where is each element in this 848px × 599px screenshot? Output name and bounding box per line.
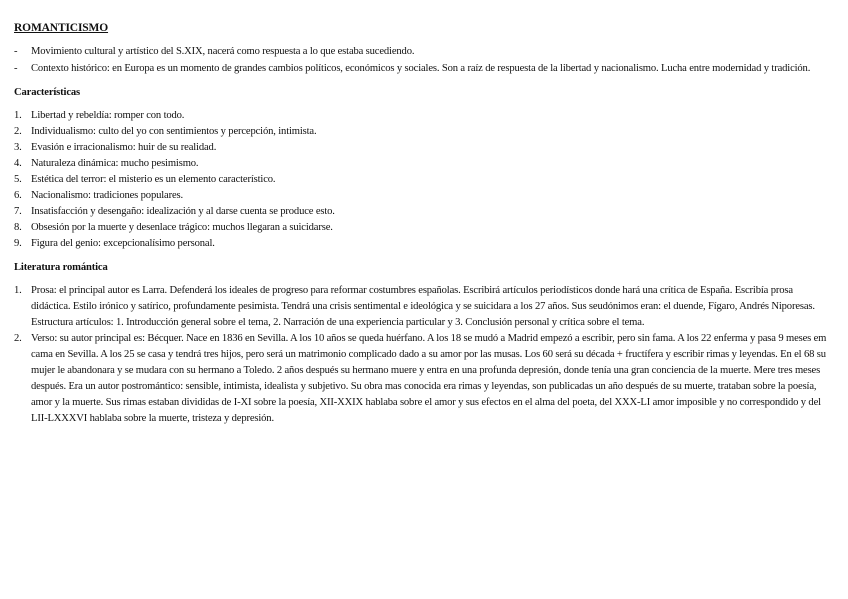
list-item-text: Evasión e irracionalismo: huir de su realidad. (31, 142, 217, 153)
list-item-text: Individualismo: culto del yo con sentimientos y percepción, intimista. (31, 126, 317, 137)
list-item-text: Figura del genio: excepcionalísimo personal. (31, 238, 215, 249)
list-marker: - (14, 46, 18, 57)
list-marker: - (14, 63, 18, 74)
list-item-text: Insatisfacción y desengaño: idealización y al darse cuenta se produce esto. (31, 206, 335, 217)
list-marker: 7. (14, 206, 22, 217)
list-marker: 6. (14, 190, 22, 201)
list-item-text: Estética del terror: el misterio es un elemento característico. (31, 174, 276, 185)
list-item (14, 44, 832, 60)
list-item-text: Prosa: el principal autor es Larra. Defenderá los ideales de progreso para reformar costumbres españolas. Escribirá artículos periodísticos donde hará una crítica de España. Escribía prosa didáctica. Estilo irónico y satírico, profundamente pesimista. Tendrá una crisis sentimental e ideológica y se suicidara a los 27 años. Sus seudónimos eran: el duende, Fígaro, Andrés Niporesas. Estructura artículos: 1. Introducción general sobre el tema, 2. Narración de una experiencia particular y 3. Conclusión personal y crítica sobre el tema. (31, 285, 815, 328)
list-item (14, 140, 832, 156)
list-marker: 8. (14, 222, 22, 233)
section-heading-caracteristicas: Características (14, 87, 80, 98)
list-item (14, 283, 832, 331)
list-item (14, 331, 832, 427)
list-marker: 1. (14, 110, 22, 121)
list-item-text: Verso: su autor principal es: Bécquer. Nace en 1836 en Sevilla. A los 10 años se queda huérfano. A los 18 se mudó a Madrid empezó a escribir, pero sin fama. A los 22 enferma y pasa 9 meses em cama en Sevilla. A los 25 se casa y tendrá tres hijos, pero será un matrimonio complicado dado a su amor por las musas. Los 60 será su década + fructífera y escribir rimas y leyendas. En el 68 su mujer le abandonara y se mudara con su hermano a Toledo. 2 años después su hermano muere y entra en una profunda depresión, donde tenía una gran conciencia de la muerte. Mere tres meses después. Era un autor postromántico: sensible, intimista, idealista y subjetivo. Su obra mas conocida era rimas y leyendas, son publicadas un año después de su muerte, trataban sobre la poesía, amor y la muerte. Sus rimas estaban divididas de I-XI sobre la poesía, XII-XXIX hablaba sobre el amor y sus efectos en el alma del poeta, del XXX-LI amor imposible y no correspondido y del LII-LXXXVI hablaba sobre la muerte, tristeza y depresión. (31, 333, 827, 424)
document-title: ROMANTICISMO (14, 22, 109, 34)
list-item (14, 156, 832, 172)
list-item (14, 236, 832, 252)
list-item (14, 220, 832, 236)
list-item-text: Movimiento cultural y artístico del S.XIX, nacerá como respuesta a lo que estaba sucediendo. (31, 46, 415, 57)
list-marker: 2. (14, 126, 22, 137)
caracteristicas-list (14, 108, 832, 252)
list-marker: 5. (14, 174, 22, 185)
list-item-text: Nacionalismo: tradiciones populares. (31, 190, 183, 201)
list-item-text: Naturaleza dinámica: mucho pesimismo. (31, 158, 199, 169)
list-marker: 3. (14, 142, 22, 153)
list-item (14, 172, 832, 188)
list-marker: 1. (14, 285, 22, 296)
literatura-list (14, 283, 832, 427)
list-item (14, 188, 832, 204)
section-heading-literatura: Literatura romántica (14, 262, 108, 273)
list-marker: 9. (14, 238, 22, 249)
document-page (14, 20, 832, 427)
list-item (14, 124, 832, 140)
list-item (14, 108, 832, 124)
list-item-text: Libertad y rebeldía: romper con todo. (31, 110, 185, 121)
list-item (14, 61, 832, 77)
list-marker: 4. (14, 158, 22, 169)
list-item-text: Obsesión por la muerte y desenlace trágico: muchos llegaran a suicidarse. (31, 222, 333, 233)
list-item-text: Contexto histórico: en Europa es un momento de grandes cambios políticos, económicos y sociales. Son a raíz de respuesta de la libertad y nacionalismo. Lucha entre modernidad y tradición. (31, 63, 811, 74)
list-marker: 2. (14, 333, 22, 344)
list-item (14, 204, 832, 220)
intro-list (14, 44, 832, 77)
